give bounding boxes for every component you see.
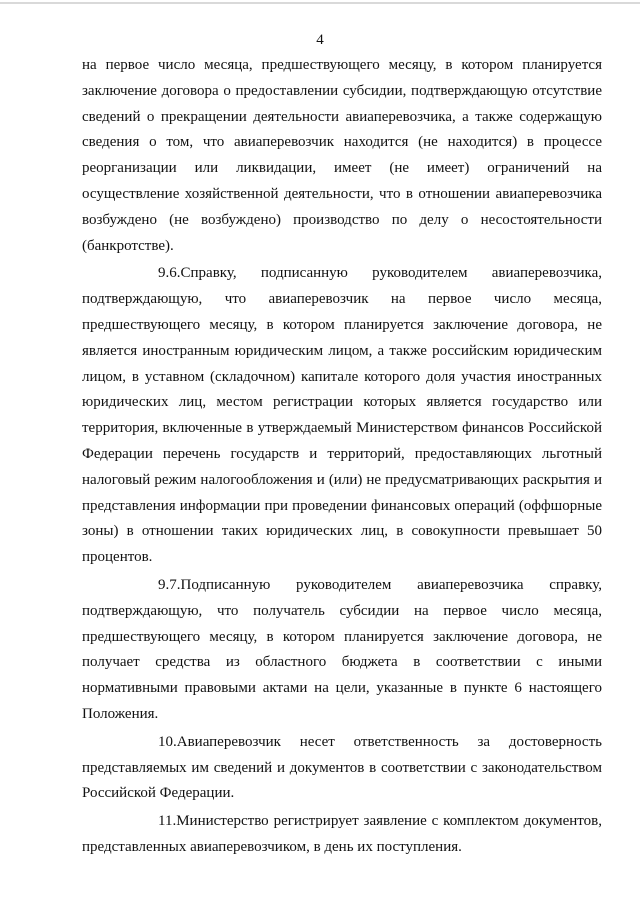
paragraph-text: Авиаперевозчик несет ответственность за достоверность представляемых им сведений и документов в соответствии с законодательством Российской Федерации.: [82, 733, 602, 802]
paragraph-text: Министерство регистрирует заявление с комплектом документов, представленных авиаперевозчиком, в день их поступления.: [82, 813, 602, 855]
paragraph-text: Подписанную руководителем авиаперевозчика справку, подтверждающую, что получатель субсидии на первое число месяца, предшествующего месяцу, в котором планируется заключение договора, не получает средства из областного бюджета в соответствии с иными нормативными правовыми актами на цели, указанные в пункте 6 настоящего Положения.: [82, 576, 602, 722]
paragraph-9-7: [82, 573, 602, 728]
paragraph-9-6: [82, 261, 602, 571]
page-number: 4: [316, 32, 324, 48]
paragraph-11: [82, 809, 602, 861]
paragraph-text: Справку, подписанную руководителем авиаперевозчика, подтверждающую, что авиаперевозчик на первое число месяца, предшествующего месяцу, в котором планируется заключение договора, не является иностранным юридическим лицом, а также российским юридическим лицом, в уставном (складочном) капитале которого доля участия иностранных юридических лиц, местом регистрации которых является государство или территория, включенные в утверждаемый Министерством финансов Российской Федерации перечень государств и территорий, предоставляющих льготный налоговый режим налогообложения и (или) не предусматривающих раскрытия и представления информации при проведении финансовых операций (оффшорные зоны) в отношении таких юридических лиц, в совокупности превышает 50 процентов.: [82, 265, 602, 566]
document-body: [82, 53, 602, 863]
paragraph-continuation: [82, 53, 602, 259]
paragraph-number: 11.: [158, 813, 177, 830]
paragraph-number: 10.: [158, 733, 177, 750]
paragraph-10: [82, 730, 602, 807]
paragraph-number: 9.6.: [158, 265, 181, 282]
scan-top-edge: [0, 2, 640, 4]
paragraph-number: 9.7.: [158, 576, 181, 593]
paragraph-text: на первое число месяца, предшествующего месяцу, в котором планируется заключение договора о предоставлении субсидии, подтверждающую отсутствие сведений о прекращении деятельности авиаперевозчика, а также содержащую сведения о том, что авиаперевозчик находится (не находится) в процессе реорганизации или ликвидации, имеет (не имеет) ограничений на осуществление хозяйственной деятельности, что в отношении авиаперевозчика возбуждено (не возбуждено) производство по делу о несостоятельности (банкротстве).: [82, 57, 602, 254]
